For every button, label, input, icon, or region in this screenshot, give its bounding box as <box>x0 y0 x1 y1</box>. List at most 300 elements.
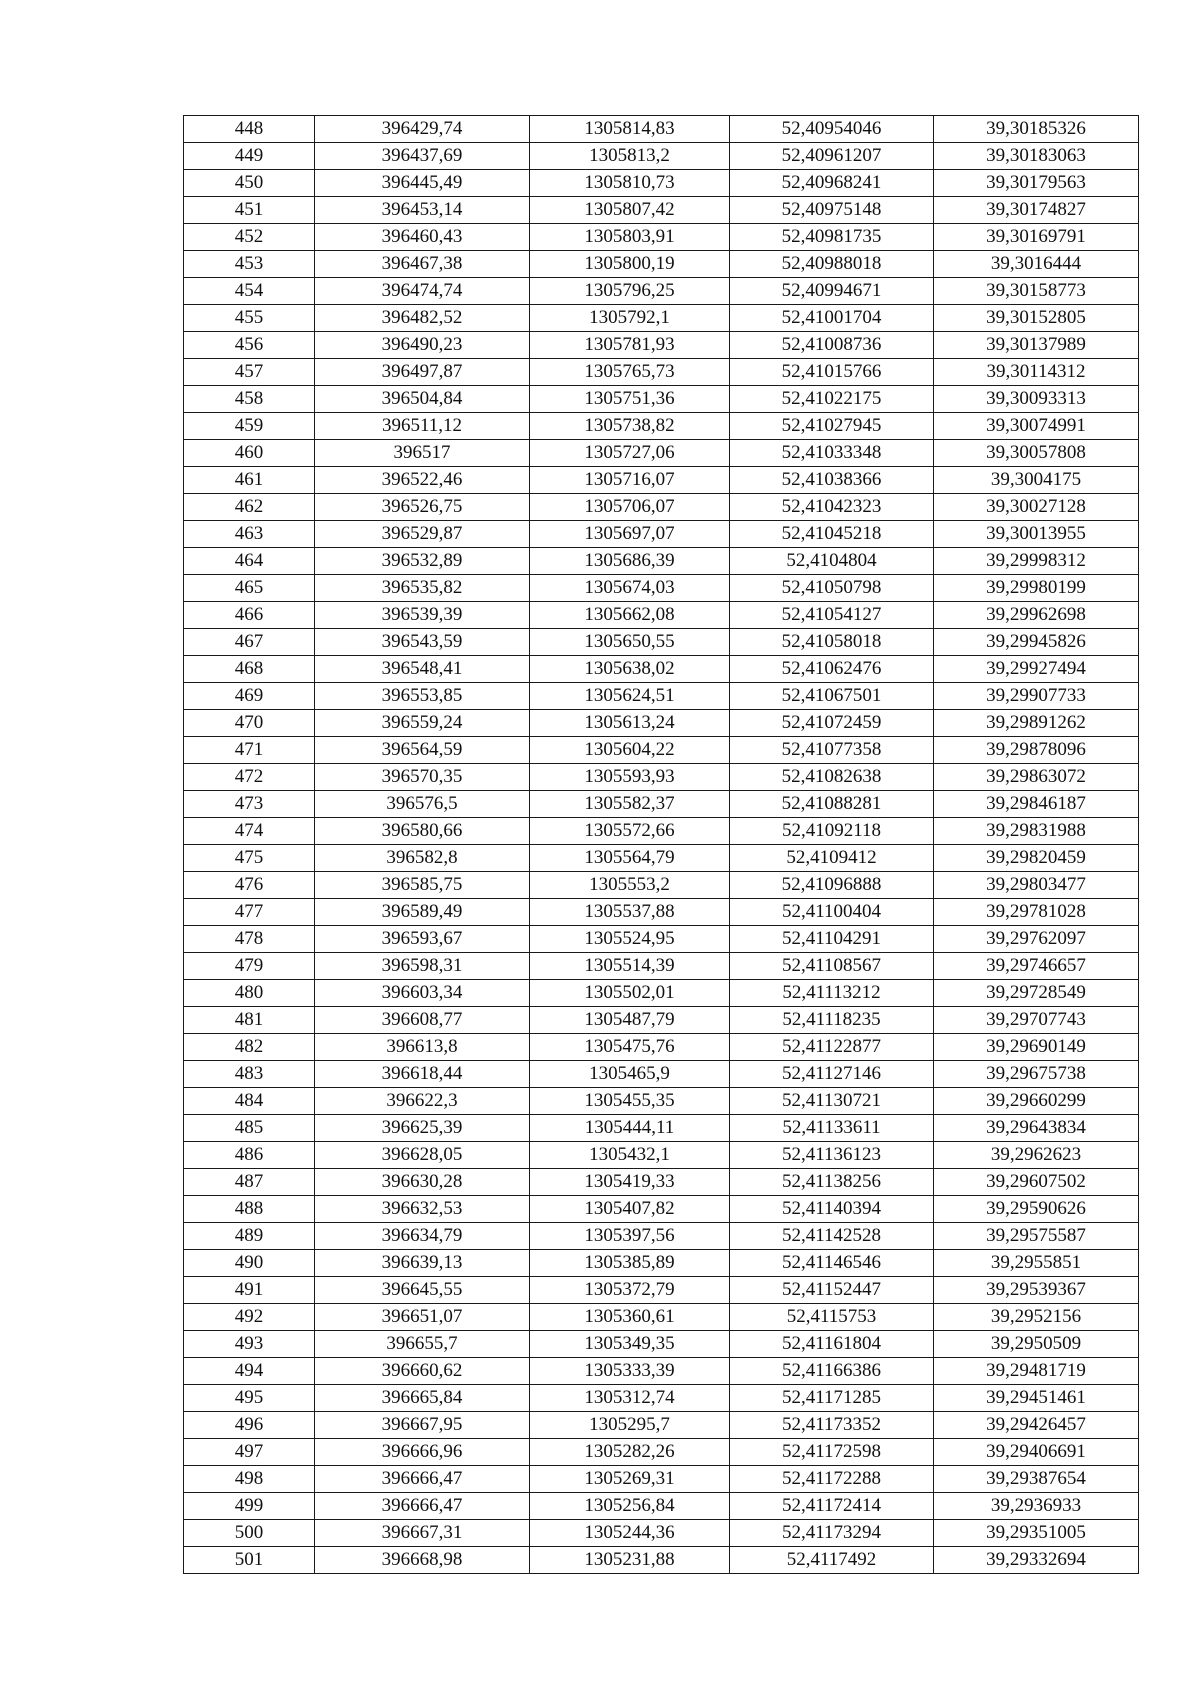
table-row <box>184 1439 1139 1466</box>
coord-x-cell: 396559,24 <box>315 710 530 737</box>
point-number-cell: 461 <box>184 467 315 494</box>
latitude-cell: 52,41173294 <box>730 1520 934 1547</box>
longitude-cell: 39,29831988 <box>934 818 1139 845</box>
longitude-cell: 39,2952156 <box>934 1304 1139 1331</box>
table-row <box>184 143 1139 170</box>
table-row <box>184 683 1139 710</box>
latitude-cell: 52,41146546 <box>730 1250 934 1277</box>
latitude-cell: 52,41077358 <box>730 737 934 764</box>
coord-x-cell: 396535,82 <box>315 575 530 602</box>
latitude-cell: 52,4109412 <box>730 845 934 872</box>
longitude-cell: 39,30137989 <box>934 332 1139 359</box>
coord-y-cell: 1305419,33 <box>530 1169 730 1196</box>
table-row <box>184 926 1139 953</box>
coord-x-cell: 396453,14 <box>315 197 530 224</box>
coord-x-cell: 396622,3 <box>315 1088 530 1115</box>
coord-x-cell: 396511,12 <box>315 413 530 440</box>
latitude-cell: 52,41172414 <box>730 1493 934 1520</box>
longitude-cell: 39,29607502 <box>934 1169 1139 1196</box>
coord-y-cell: 1305407,82 <box>530 1196 730 1223</box>
table-row <box>184 1223 1139 1250</box>
latitude-cell: 52,41100404 <box>730 899 934 926</box>
coord-x-cell: 396660,62 <box>315 1358 530 1385</box>
table-row <box>184 1142 1139 1169</box>
coord-y-cell: 1305727,06 <box>530 440 730 467</box>
coord-x-cell: 396630,28 <box>315 1169 530 1196</box>
coord-y-cell: 1305800,19 <box>530 251 730 278</box>
coord-y-cell: 1305514,39 <box>530 953 730 980</box>
coord-x-cell: 396570,35 <box>315 764 530 791</box>
table-row <box>184 1007 1139 1034</box>
coord-y-cell: 1305465,9 <box>530 1061 730 1088</box>
longitude-cell: 39,29891262 <box>934 710 1139 737</box>
point-number-cell: 457 <box>184 359 315 386</box>
coord-x-cell: 396576,5 <box>315 791 530 818</box>
table-row <box>184 764 1139 791</box>
table-row <box>184 575 1139 602</box>
latitude-cell: 52,40981735 <box>730 224 934 251</box>
latitude-cell: 52,41166386 <box>730 1358 934 1385</box>
longitude-cell: 39,29690149 <box>934 1034 1139 1061</box>
coord-y-cell: 1305662,08 <box>530 602 730 629</box>
coord-y-cell: 1305564,79 <box>530 845 730 872</box>
point-number-cell: 448 <box>184 116 315 143</box>
table-row <box>184 980 1139 1007</box>
longitude-cell: 39,29781028 <box>934 899 1139 926</box>
longitude-cell: 39,30074991 <box>934 413 1139 440</box>
longitude-cell: 39,29539367 <box>934 1277 1139 1304</box>
longitude-cell: 39,2950509 <box>934 1331 1139 1358</box>
table-row <box>184 386 1139 413</box>
coord-y-cell: 1305524,95 <box>530 926 730 953</box>
coord-x-cell: 396667,95 <box>315 1412 530 1439</box>
coord-x-cell: 396490,23 <box>315 332 530 359</box>
coord-y-cell: 1305444,11 <box>530 1115 730 1142</box>
coord-x-cell: 396613,8 <box>315 1034 530 1061</box>
longitude-cell: 39,29962698 <box>934 602 1139 629</box>
point-number-cell: 475 <box>184 845 315 872</box>
table-row <box>184 1412 1139 1439</box>
latitude-cell: 52,41082638 <box>730 764 934 791</box>
coord-y-cell: 1305572,66 <box>530 818 730 845</box>
table-row <box>184 1358 1139 1385</box>
point-number-cell: 458 <box>184 386 315 413</box>
coord-x-cell: 396522,46 <box>315 467 530 494</box>
latitude-cell: 52,41027945 <box>730 413 934 440</box>
longitude-cell: 39,29643834 <box>934 1115 1139 1142</box>
point-number-cell: 452 <box>184 224 315 251</box>
latitude-cell: 52,41067501 <box>730 683 934 710</box>
latitude-cell: 52,41104291 <box>730 926 934 953</box>
coord-x-cell: 396589,49 <box>315 899 530 926</box>
coordinates-table <box>183 115 1139 1574</box>
coord-y-cell: 1305295,7 <box>530 1412 730 1439</box>
latitude-cell: 52,41142528 <box>730 1223 934 1250</box>
coord-y-cell: 1305397,56 <box>530 1223 730 1250</box>
coord-y-cell: 1305553,2 <box>530 872 730 899</box>
table-row <box>184 278 1139 305</box>
coord-y-cell: 1305282,26 <box>530 1439 730 1466</box>
table-row <box>184 1196 1139 1223</box>
longitude-cell: 39,29980199 <box>934 575 1139 602</box>
point-number-cell: 456 <box>184 332 315 359</box>
point-number-cell: 476 <box>184 872 315 899</box>
table-row <box>184 1520 1139 1547</box>
coord-x-cell: 396580,66 <box>315 818 530 845</box>
coord-y-cell: 1305475,76 <box>530 1034 730 1061</box>
longitude-cell: 39,30093313 <box>934 386 1139 413</box>
coord-y-cell: 1305312,74 <box>530 1385 730 1412</box>
table-row <box>184 710 1139 737</box>
coord-y-cell: 1305269,31 <box>530 1466 730 1493</box>
table-row <box>184 953 1139 980</box>
longitude-cell: 39,29387654 <box>934 1466 1139 1493</box>
coord-y-cell: 1305706,07 <box>530 494 730 521</box>
latitude-cell: 52,41096888 <box>730 872 934 899</box>
latitude-cell: 52,40994671 <box>730 278 934 305</box>
coord-y-cell: 1305593,93 <box>530 764 730 791</box>
latitude-cell: 52,41088281 <box>730 791 934 818</box>
coord-y-cell: 1305244,36 <box>530 1520 730 1547</box>
point-number-cell: 455 <box>184 305 315 332</box>
longitude-cell: 39,29481719 <box>934 1358 1139 1385</box>
longitude-cell: 39,29878096 <box>934 737 1139 764</box>
table-row <box>184 1115 1139 1142</box>
coord-y-cell: 1305333,39 <box>530 1358 730 1385</box>
longitude-cell: 39,29351005 <box>934 1520 1139 1547</box>
latitude-cell: 52,41042323 <box>730 494 934 521</box>
longitude-cell: 39,29998312 <box>934 548 1139 575</box>
longitude-cell: 39,29927494 <box>934 656 1139 683</box>
table-row <box>184 1034 1139 1061</box>
table-row <box>184 602 1139 629</box>
longitude-cell: 39,30174827 <box>934 197 1139 224</box>
latitude-cell: 52,41038366 <box>730 467 934 494</box>
table-row <box>184 818 1139 845</box>
coord-y-cell: 1305697,07 <box>530 521 730 548</box>
longitude-cell: 39,29590626 <box>934 1196 1139 1223</box>
longitude-cell: 39,29406691 <box>934 1439 1139 1466</box>
point-number-cell: 501 <box>184 1547 315 1574</box>
point-number-cell: 496 <box>184 1412 315 1439</box>
longitude-cell: 39,29660299 <box>934 1088 1139 1115</box>
coord-y-cell: 1305638,02 <box>530 656 730 683</box>
coord-x-cell: 396474,74 <box>315 278 530 305</box>
longitude-cell: 39,3004175 <box>934 467 1139 494</box>
coord-x-cell: 396655,7 <box>315 1331 530 1358</box>
table-row <box>184 1061 1139 1088</box>
point-number-cell: 470 <box>184 710 315 737</box>
table-row <box>184 548 1139 575</box>
point-number-cell: 479 <box>184 953 315 980</box>
latitude-cell: 52,41152447 <box>730 1277 934 1304</box>
latitude-cell: 52,4104804 <box>730 548 934 575</box>
latitude-cell: 52,41113212 <box>730 980 934 1007</box>
point-number-cell: 488 <box>184 1196 315 1223</box>
table-row <box>184 440 1139 467</box>
coord-y-cell: 1305487,79 <box>530 1007 730 1034</box>
latitude-cell: 52,41001704 <box>730 305 934 332</box>
coord-y-cell: 1305781,93 <box>530 332 730 359</box>
table-row <box>184 845 1139 872</box>
coord-x-cell: 396429,74 <box>315 116 530 143</box>
longitude-cell: 39,29945826 <box>934 629 1139 656</box>
latitude-cell: 52,41127146 <box>730 1061 934 1088</box>
coord-x-cell: 396598,31 <box>315 953 530 980</box>
table-row <box>184 1088 1139 1115</box>
coord-y-cell: 1305613,24 <box>530 710 730 737</box>
longitude-cell: 39,29728549 <box>934 980 1139 1007</box>
point-number-cell: 466 <box>184 602 315 629</box>
coord-x-cell: 396593,67 <box>315 926 530 953</box>
coord-y-cell: 1305738,82 <box>530 413 730 440</box>
point-number-cell: 500 <box>184 1520 315 1547</box>
latitude-cell: 52,40968241 <box>730 170 934 197</box>
table-row <box>184 305 1139 332</box>
point-number-cell: 478 <box>184 926 315 953</box>
coord-x-cell: 396632,53 <box>315 1196 530 1223</box>
longitude-cell: 39,29426457 <box>934 1412 1139 1439</box>
coord-x-cell: 396608,77 <box>315 1007 530 1034</box>
latitude-cell: 52,41092118 <box>730 818 934 845</box>
coord-y-cell: 1305502,01 <box>530 980 730 1007</box>
coord-x-cell: 396666,96 <box>315 1439 530 1466</box>
latitude-cell: 52,41172288 <box>730 1466 934 1493</box>
coord-y-cell: 1305582,37 <box>530 791 730 818</box>
coord-x-cell: 396445,49 <box>315 170 530 197</box>
table-row <box>184 1331 1139 1358</box>
latitude-cell: 52,41015766 <box>730 359 934 386</box>
latitude-cell: 52,41108567 <box>730 953 934 980</box>
coord-y-cell: 1305807,42 <box>530 197 730 224</box>
coord-y-cell: 1305624,51 <box>530 683 730 710</box>
latitude-cell: 52,40954046 <box>730 116 934 143</box>
coord-x-cell: 396526,75 <box>315 494 530 521</box>
point-number-cell: 453 <box>184 251 315 278</box>
point-number-cell: 473 <box>184 791 315 818</box>
point-number-cell: 471 <box>184 737 315 764</box>
point-number-cell: 469 <box>184 683 315 710</box>
coord-x-cell: 396482,52 <box>315 305 530 332</box>
coord-x-cell: 396467,38 <box>315 251 530 278</box>
coord-y-cell: 1305349,35 <box>530 1331 730 1358</box>
latitude-cell: 52,4117492 <box>730 1547 934 1574</box>
longitude-cell: 39,29707743 <box>934 1007 1139 1034</box>
coord-x-cell: 396666,47 <box>315 1493 530 1520</box>
table-row <box>184 1277 1139 1304</box>
coord-x-cell: 396628,05 <box>315 1142 530 1169</box>
point-number-cell: 468 <box>184 656 315 683</box>
longitude-cell: 39,2936933 <box>934 1493 1139 1520</box>
latitude-cell: 52,41072459 <box>730 710 934 737</box>
longitude-cell: 39,2955851 <box>934 1250 1139 1277</box>
latitude-cell: 52,41008736 <box>730 332 934 359</box>
longitude-cell: 39,30057808 <box>934 440 1139 467</box>
table-row <box>184 1169 1139 1196</box>
table-row <box>184 413 1139 440</box>
coord-y-cell: 1305231,88 <box>530 1547 730 1574</box>
point-number-cell: 499 <box>184 1493 315 1520</box>
table-row <box>184 170 1139 197</box>
coord-y-cell: 1305604,22 <box>530 737 730 764</box>
table-row <box>184 1385 1139 1412</box>
longitude-cell: 39,29746657 <box>934 953 1139 980</box>
longitude-cell: 39,30185326 <box>934 116 1139 143</box>
point-number-cell: 486 <box>184 1142 315 1169</box>
coord-x-cell: 396553,85 <box>315 683 530 710</box>
point-number-cell: 483 <box>184 1061 315 1088</box>
table-row <box>184 494 1139 521</box>
table-row <box>184 521 1139 548</box>
longitude-cell: 39,29762097 <box>934 926 1139 953</box>
latitude-cell: 52,41122877 <box>730 1034 934 1061</box>
coord-x-cell: 396666,47 <box>315 1466 530 1493</box>
coord-x-cell: 396603,34 <box>315 980 530 1007</box>
coord-y-cell: 1305256,84 <box>530 1493 730 1520</box>
coord-y-cell: 1305385,89 <box>530 1250 730 1277</box>
latitude-cell: 52,41050798 <box>730 575 934 602</box>
longitude-cell: 39,30158773 <box>934 278 1139 305</box>
coord-x-cell: 396668,98 <box>315 1547 530 1574</box>
point-number-cell: 495 <box>184 1385 315 1412</box>
point-number-cell: 497 <box>184 1439 315 1466</box>
table-row <box>184 332 1139 359</box>
table-row <box>184 629 1139 656</box>
coord-x-cell: 396548,41 <box>315 656 530 683</box>
coord-y-cell: 1305686,39 <box>530 548 730 575</box>
table-row <box>184 1493 1139 1520</box>
latitude-cell: 52,41058018 <box>730 629 934 656</box>
longitude-cell: 39,30152805 <box>934 305 1139 332</box>
latitude-cell: 52,41161804 <box>730 1331 934 1358</box>
coord-x-cell: 396667,31 <box>315 1520 530 1547</box>
point-number-cell: 460 <box>184 440 315 467</box>
coord-x-cell: 396639,13 <box>315 1250 530 1277</box>
coord-x-cell: 396532,89 <box>315 548 530 575</box>
point-number-cell: 490 <box>184 1250 315 1277</box>
latitude-cell: 52,41138256 <box>730 1169 934 1196</box>
longitude-cell: 39,29863072 <box>934 764 1139 791</box>
coord-y-cell: 1305765,73 <box>530 359 730 386</box>
coord-y-cell: 1305360,61 <box>530 1304 730 1331</box>
point-number-cell: 484 <box>184 1088 315 1115</box>
table-row <box>184 251 1139 278</box>
coord-x-cell: 396645,55 <box>315 1277 530 1304</box>
point-number-cell: 489 <box>184 1223 315 1250</box>
coord-x-cell: 396564,59 <box>315 737 530 764</box>
coord-x-cell: 396539,39 <box>315 602 530 629</box>
table-row <box>184 467 1139 494</box>
table-row <box>184 197 1139 224</box>
point-number-cell: 494 <box>184 1358 315 1385</box>
point-number-cell: 491 <box>184 1277 315 1304</box>
longitude-cell: 39,30013955 <box>934 521 1139 548</box>
coord-y-cell: 1305796,25 <box>530 278 730 305</box>
point-number-cell: 477 <box>184 899 315 926</box>
point-number-cell: 485 <box>184 1115 315 1142</box>
coord-y-cell: 1305372,79 <box>530 1277 730 1304</box>
coord-x-cell: 396460,43 <box>315 224 530 251</box>
longitude-cell: 39,29820459 <box>934 845 1139 872</box>
point-number-cell: 454 <box>184 278 315 305</box>
coord-y-cell: 1305716,07 <box>530 467 730 494</box>
coordinates-table-body <box>184 116 1139 1574</box>
longitude-cell: 39,30114312 <box>934 359 1139 386</box>
point-number-cell: 449 <box>184 143 315 170</box>
point-number-cell: 465 <box>184 575 315 602</box>
table-row <box>184 1250 1139 1277</box>
point-number-cell: 464 <box>184 548 315 575</box>
table-row <box>184 1547 1139 1574</box>
latitude-cell: 52,41022175 <box>730 386 934 413</box>
longitude-cell: 39,29846187 <box>934 791 1139 818</box>
point-number-cell: 498 <box>184 1466 315 1493</box>
point-number-cell: 474 <box>184 818 315 845</box>
point-number-cell: 463 <box>184 521 315 548</box>
coord-y-cell: 1305814,83 <box>530 116 730 143</box>
point-number-cell: 481 <box>184 1007 315 1034</box>
latitude-cell: 52,41171285 <box>730 1385 934 1412</box>
coord-x-cell: 396585,75 <box>315 872 530 899</box>
latitude-cell: 52,41136123 <box>730 1142 934 1169</box>
longitude-cell: 39,2962623 <box>934 1142 1139 1169</box>
point-number-cell: 487 <box>184 1169 315 1196</box>
coord-y-cell: 1305455,35 <box>530 1088 730 1115</box>
coord-y-cell: 1305650,55 <box>530 629 730 656</box>
coord-x-cell: 396634,79 <box>315 1223 530 1250</box>
latitude-cell: 52,4115753 <box>730 1304 934 1331</box>
coord-x-cell: 396618,44 <box>315 1061 530 1088</box>
point-number-cell: 467 <box>184 629 315 656</box>
coord-x-cell: 396651,07 <box>315 1304 530 1331</box>
table-row <box>184 224 1139 251</box>
point-number-cell: 459 <box>184 413 315 440</box>
coord-x-cell: 396437,69 <box>315 143 530 170</box>
table-row <box>184 872 1139 899</box>
coord-y-cell: 1305674,03 <box>530 575 730 602</box>
point-number-cell: 482 <box>184 1034 315 1061</box>
latitude-cell: 52,41130721 <box>730 1088 934 1115</box>
coord-y-cell: 1305803,91 <box>530 224 730 251</box>
latitude-cell: 52,40975148 <box>730 197 934 224</box>
point-number-cell: 492 <box>184 1304 315 1331</box>
table-row <box>184 359 1139 386</box>
latitude-cell: 52,41172598 <box>730 1439 934 1466</box>
table-row <box>184 116 1139 143</box>
coord-y-cell: 1305792,1 <box>530 305 730 332</box>
coord-x-cell: 396582,8 <box>315 845 530 872</box>
table-row <box>184 656 1139 683</box>
longitude-cell: 39,29451461 <box>934 1385 1139 1412</box>
coord-x-cell: 396543,59 <box>315 629 530 656</box>
point-number-cell: 450 <box>184 170 315 197</box>
coord-x-cell: 396497,87 <box>315 359 530 386</box>
longitude-cell: 39,29675738 <box>934 1061 1139 1088</box>
latitude-cell: 52,41133611 <box>730 1115 934 1142</box>
table-row <box>184 1304 1139 1331</box>
point-number-cell: 462 <box>184 494 315 521</box>
point-number-cell: 480 <box>184 980 315 1007</box>
longitude-cell: 39,30027128 <box>934 494 1139 521</box>
table-row <box>184 899 1139 926</box>
table-row <box>184 737 1139 764</box>
longitude-cell: 39,3016444 <box>934 251 1139 278</box>
coord-y-cell: 1305810,73 <box>530 170 730 197</box>
latitude-cell: 52,41045218 <box>730 521 934 548</box>
longitude-cell: 39,29803477 <box>934 872 1139 899</box>
coord-y-cell: 1305751,36 <box>530 386 730 413</box>
longitude-cell: 39,30179563 <box>934 170 1139 197</box>
